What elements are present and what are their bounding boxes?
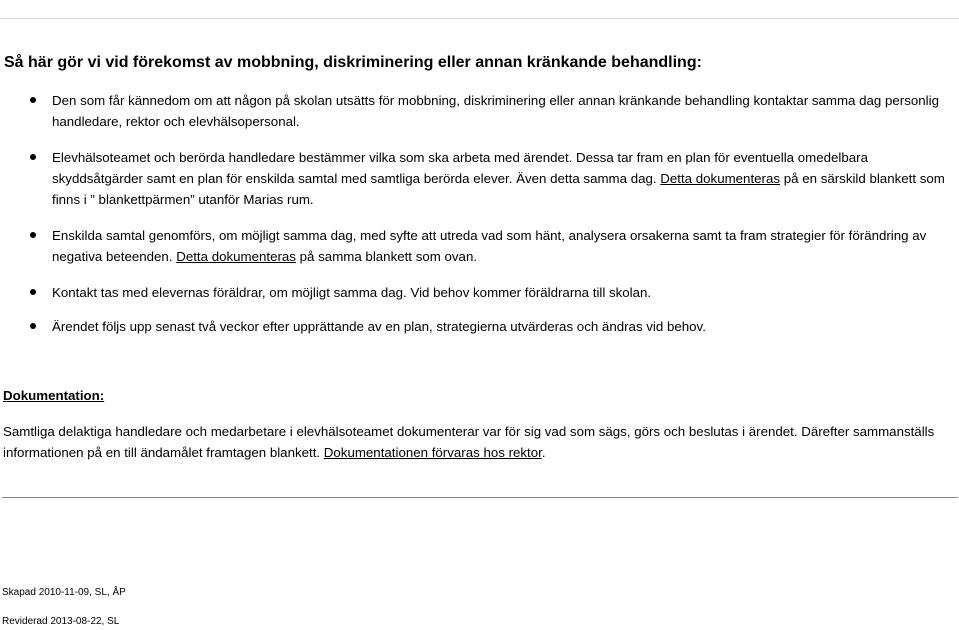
underlined-text: Detta dokumenteras <box>660 171 781 186</box>
bullet-icon <box>30 232 36 238</box>
list-item-text: Kontakt tas med elevernas föräldrar, om möjligt samma dag. Vid behov kommer föräldrarna till skolan. <box>52 285 652 300</box>
documentation-end: . <box>541 445 546 460</box>
list-item-text <box>52 147 947 210</box>
list-item-text-b: på samma blankett som ovan. <box>295 249 478 264</box>
documentation-heading: Dokumentation: <box>3 388 105 403</box>
bullet-icon <box>30 323 36 329</box>
page-top-divider <box>0 0 959 19</box>
bullet-icon <box>30 154 36 160</box>
page-heading: Så här gör vi vid förekomst av mobbning, diskriminering eller annan kränkande behandling: <box>4 54 702 71</box>
underlined-text: Detta dokumenteras <box>176 249 296 264</box>
list-item-text-a: Enskilda samtal genomförs, om möjligt samma dag, med syfte att utreda vad som hänt, analysera orsakerna samt ta fram strategier för förändring av negativa beteenden. <box>52 228 927 264</box>
documentation-paragraph <box>3 421 943 463</box>
documentation-text: Samtliga delaktiga handledare och medarbetare i elevhälsoteamet dokumenterar var för sig vad som sägs, görs och beslutas i ärendet. Därefter sammanställs informationen på en till ändamålet framtagen blankett. <box>3 424 935 460</box>
list-item-text: Den som får kännedom om att någon på skolan utsätts för mobbning, diskriminering eller annan kränkande behandling kontaktar samma dag personlig handledare, rektor och elevhälsopersonal. <box>52 93 939 129</box>
revised-note: Reviderad 2013-08-22, SL <box>2 616 120 627</box>
list-item-text-b: på en särskild blankett som finns i ” blankettpärmen” utanför Marias rum. <box>52 171 945 207</box>
list-item-text <box>52 225 947 267</box>
list-item-text-a: Elevhälsoteamet och berörda handledare bestämmer vilka som ska arbeta med ärendet. Dessa tar fram en plan för eventuella omedelbara skyddsåtgärder samt en plan för enskilda samtal med samtliga berörda elever. Även detta samma dag. <box>52 150 868 186</box>
underlined-text: Dokumentationen förvaras hos rektor <box>323 445 542 460</box>
list-item-text: Ärendet följs upp senast två veckor efter upprättande av en plan, strategierna utvärderas och ändras vid behov. <box>52 319 706 334</box>
created-note: Skapad 2010-11-09, SL, ÅP <box>2 587 126 598</box>
footer-divider <box>2 497 958 498</box>
bullet-icon <box>30 289 36 295</box>
bullet-icon <box>30 97 36 103</box>
